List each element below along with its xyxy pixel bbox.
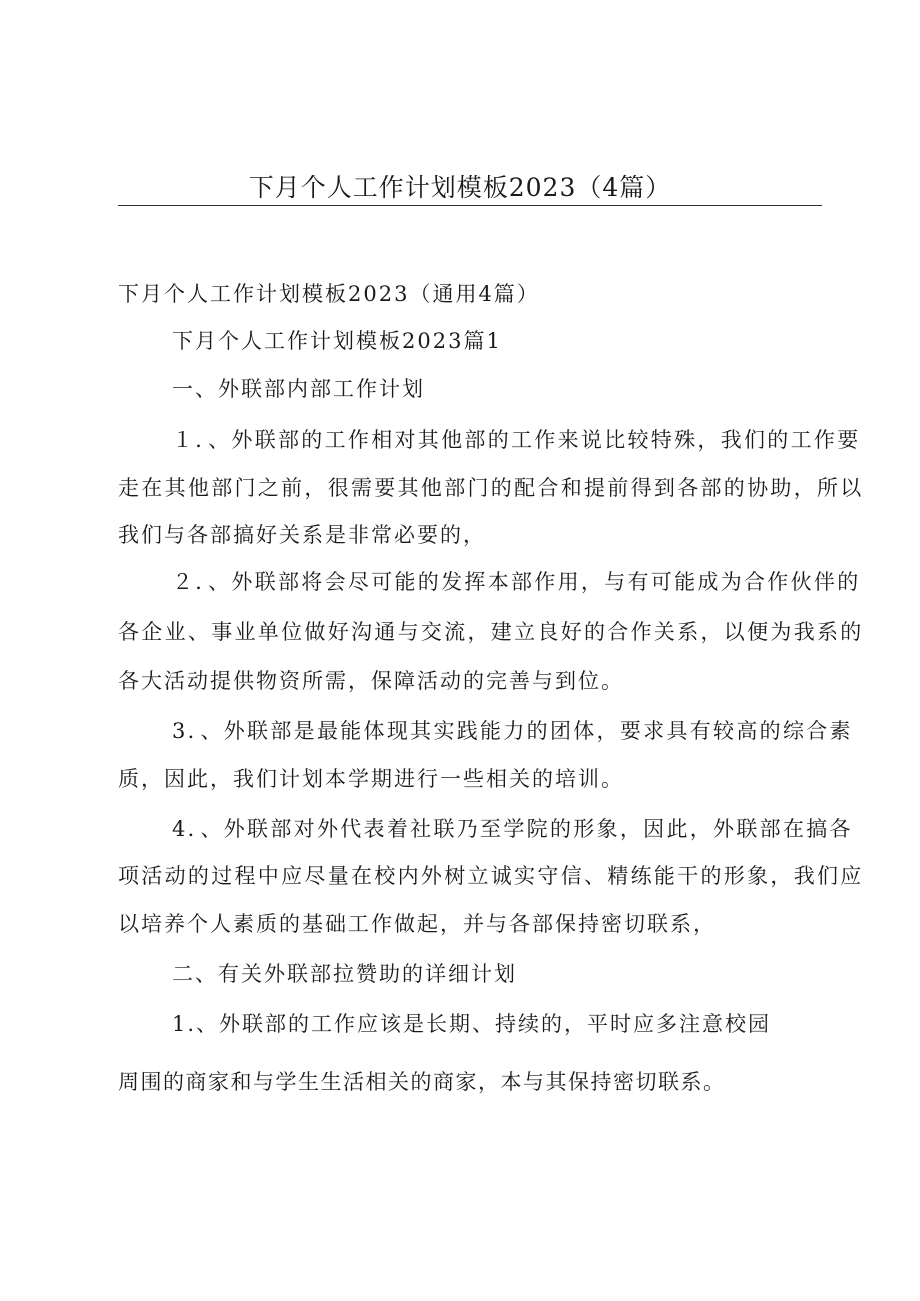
paragraph-line: 各大活动提供物资所需，保障活动的完善与到位。 <box>118 669 624 693</box>
paragraph-line: 3．、外联部是最能体现其实践能力的团体，要求具有较高的综合素 <box>172 719 853 743</box>
paragraph-line: １．、外联部的工作相对其他部的工作来说比较特殊，我们的工作要 <box>172 428 861 452</box>
document-title: 下月个人工作计划模板2023（4篇） <box>248 173 672 202</box>
part-heading-1: 一、外联部内部工作计划 <box>172 377 425 401</box>
paragraph-line: 4．、外联部对外代表着社联乃至学院的形象，因此，外联部在搞各 <box>172 817 853 841</box>
paragraph-line: 项活动的过程中应尽量在校内外树立诚实守信、精练能干的形象，我们应 <box>118 864 864 888</box>
paragraph-line: 以培养个人素质的基础工作做起，并与各部保持密切联系， <box>118 912 716 936</box>
paragraph-line: 我们与各部搞好关系是非常必要的， <box>118 523 486 547</box>
section-heading: 下月个人工作计划模板2023篇1 <box>172 329 502 353</box>
paragraph-line: 周围的商家和与学生生活相关的商家，本与其保持密切联系。 <box>118 1070 726 1094</box>
subtitle-line: 下月个人工作计划模板2023（通用4篇） <box>118 282 540 306</box>
title-underline <box>118 205 822 206</box>
paragraph-line: 质，因此，我们计划本学期进行一些相关的培训。 <box>118 767 624 791</box>
paragraph-line: 各企业、事业单位做好沟通与交流，建立良好的合作关系，以便为我系的 <box>118 620 864 644</box>
paragraph-line: ２．、外联部将会尽可能的发挥本部作用，与有可能成为合作伙伴的 <box>172 570 861 594</box>
paragraph-line: 1.、外联部的工作应该是长期、持续的，平时应多注意校园 <box>172 1012 772 1036</box>
part-heading-2: 二、有关外联部拉赞助的详细计划 <box>172 962 517 986</box>
paragraph-line: 走在其他部门之前，很需要其他部门的配合和提前得到各部的协助，所以 <box>118 476 864 500</box>
